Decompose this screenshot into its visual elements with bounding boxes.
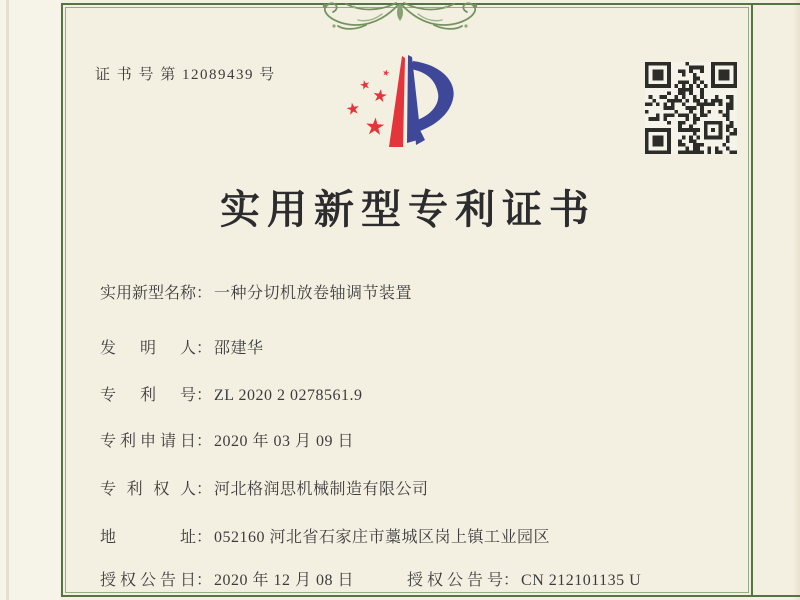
page-right-shade: [792, 0, 800, 600]
logo-red-wedge: [389, 56, 405, 147]
qr-code: [645, 62, 737, 154]
field-value: ZL 2020 2 0278561.9: [214, 387, 363, 404]
field-colon: ：: [196, 572, 213, 589]
field-value: 邵建华: [214, 340, 264, 357]
field-value: 052160 河北省石家庄市藁城区岗上镇工业园区: [214, 529, 551, 546]
frame-bottom-extension: [753, 595, 800, 597]
field-utility-model-name: [100, 284, 412, 304]
field-patent-number: [100, 386, 362, 406]
field-label: 专利申请日: [100, 433, 196, 450]
field-grant-date: [100, 572, 354, 589]
field-colon: ：: [196, 387, 213, 404]
field-label: 专利号: [100, 387, 196, 404]
field-label: 发明人: [100, 340, 196, 357]
field-address: [100, 528, 550, 548]
page-edge-crease: [6, 0, 9, 600]
logo-stars: [346, 69, 390, 135]
field-colon: ：: [196, 481, 213, 498]
field-label: 授权公告号: [407, 572, 503, 589]
cnipa-patent-logo-icon: [340, 52, 470, 164]
field-value: 一种分切机放卷轴调节装置: [214, 285, 413, 302]
field-value: 河北格润思机械制造有限公司: [214, 481, 429, 498]
field-grant-row: [100, 571, 642, 591]
field-colon: ：: [196, 529, 213, 546]
field-grant-number: [407, 571, 641, 591]
field-label: 地址: [100, 529, 196, 546]
field-colon: ：: [196, 433, 213, 450]
field-value: CN 212101135 U: [521, 572, 642, 589]
page-left-margin: [0, 0, 60, 600]
field-label: 实用新型名称: [100, 285, 197, 302]
field-colon: ：: [196, 285, 213, 302]
frame-top-extension: [753, 3, 800, 5]
field-patentee: [100, 480, 429, 500]
field-colon: ：: [196, 340, 213, 357]
logo-p-bowl: [411, 61, 454, 131]
certificate-title: 实用新型专利证书: [220, 187, 596, 232]
field-value: 2020 年 03 月 09 日: [214, 433, 355, 450]
certificate-number: 证 书 号 第 12089439 号: [95, 67, 276, 83]
field-value: 2020 年 12 月 08 日: [214, 572, 355, 589]
field-label: 授权公告日: [100, 572, 196, 589]
field-inventor: [100, 339, 264, 359]
field-colon: ：: [503, 572, 520, 589]
field-filing-date: [100, 432, 354, 452]
field-label: 专利权人: [100, 481, 196, 498]
flourish-ornament-icon: [270, 0, 530, 30]
